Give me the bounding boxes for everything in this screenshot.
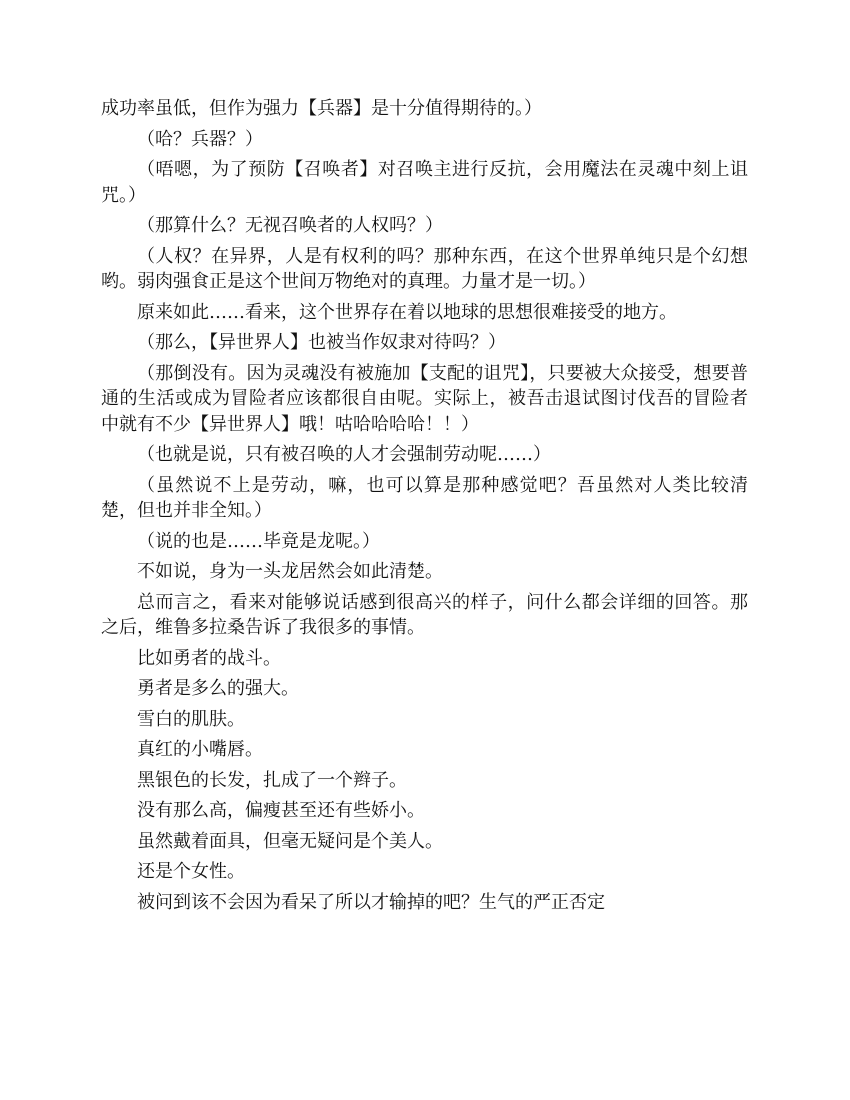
paragraph: 没有那么高，偏瘦甚至还有些娇小。: [137, 800, 425, 821]
paragraph: （唔嗯，为了预防【召唤者】对召唤主进行反抗，会用魔法在灵魂中刻上诅咒。）: [101, 159, 748, 206]
document-body: [101, 96, 748, 920]
paragraph: （那算什么？无视召唤者的人权吗？）: [137, 215, 443, 236]
paragraph: （虽然说不上是劳动，嘛，也可以算是那种感觉吧？吾虽然对人类比较清楚，但也并非全知。）: [101, 474, 748, 521]
paragraph: （那么，【异世界人】也被当作奴隶对待吗？）: [137, 332, 506, 353]
paragraph: 黑银色的长发，扎成了一个辫子。: [137, 769, 407, 791]
paragraph: 雪白的肌肤。: [137, 708, 245, 730]
paragraph: 原来如此……看来，这个世界存在着以地球的思想很难接受的地方。: [137, 301, 677, 323]
paragraph: 还是个女性。: [137, 861, 245, 882]
paragraph: （说的也是……毕竟是龙呢。）: [137, 530, 380, 552]
paragraph: （也就是说，只有被召唤的人才会强制劳动呢……）: [137, 444, 551, 465]
paragraph: （人权？在异界，人是有权利的吗？那种东西，在这个世界单纯只是个幻想哟。弱肉强食正是这个世间万物绝对的真理。力量才是一切。）: [101, 245, 748, 292]
paragraph: （哈？兵器？）: [137, 128, 263, 150]
paragraph: 真红的小嘴唇。: [137, 739, 263, 760]
paragraph: 被问到该不会因为看呆了所以才输掉的吧？生气的严正否定: [137, 891, 605, 913]
paragraph: 勇者是多么的强大。: [137, 678, 299, 699]
paragraph: 成功率虽低，但作为强力【兵器】是十分值得期待的。）: [101, 98, 542, 119]
paragraph: 总而言之，看来对能够说话感到很高兴的样子，问什么都会详细的回答。那之后，维鲁多拉桑告诉了我很多的事情。: [101, 591, 748, 638]
paragraph: 虽然戴着面具，但毫无疑问是个美人。: [137, 830, 443, 852]
paragraph: 比如勇者的战斗。: [137, 647, 281, 669]
paragraph: （那倒没有。因为灵魂没有被施加【支配的诅咒】，只要被大众接受，想要普通的生活或成为冒险者应该都很自由呢。实际上，被吾击退试图讨伐吾的冒险者中就有不少【异世界人】哦！咕哈哈哈哈！！）: [101, 362, 748, 435]
paragraph: 不如说，身为一头龙居然会如此清楚。: [137, 561, 443, 582]
